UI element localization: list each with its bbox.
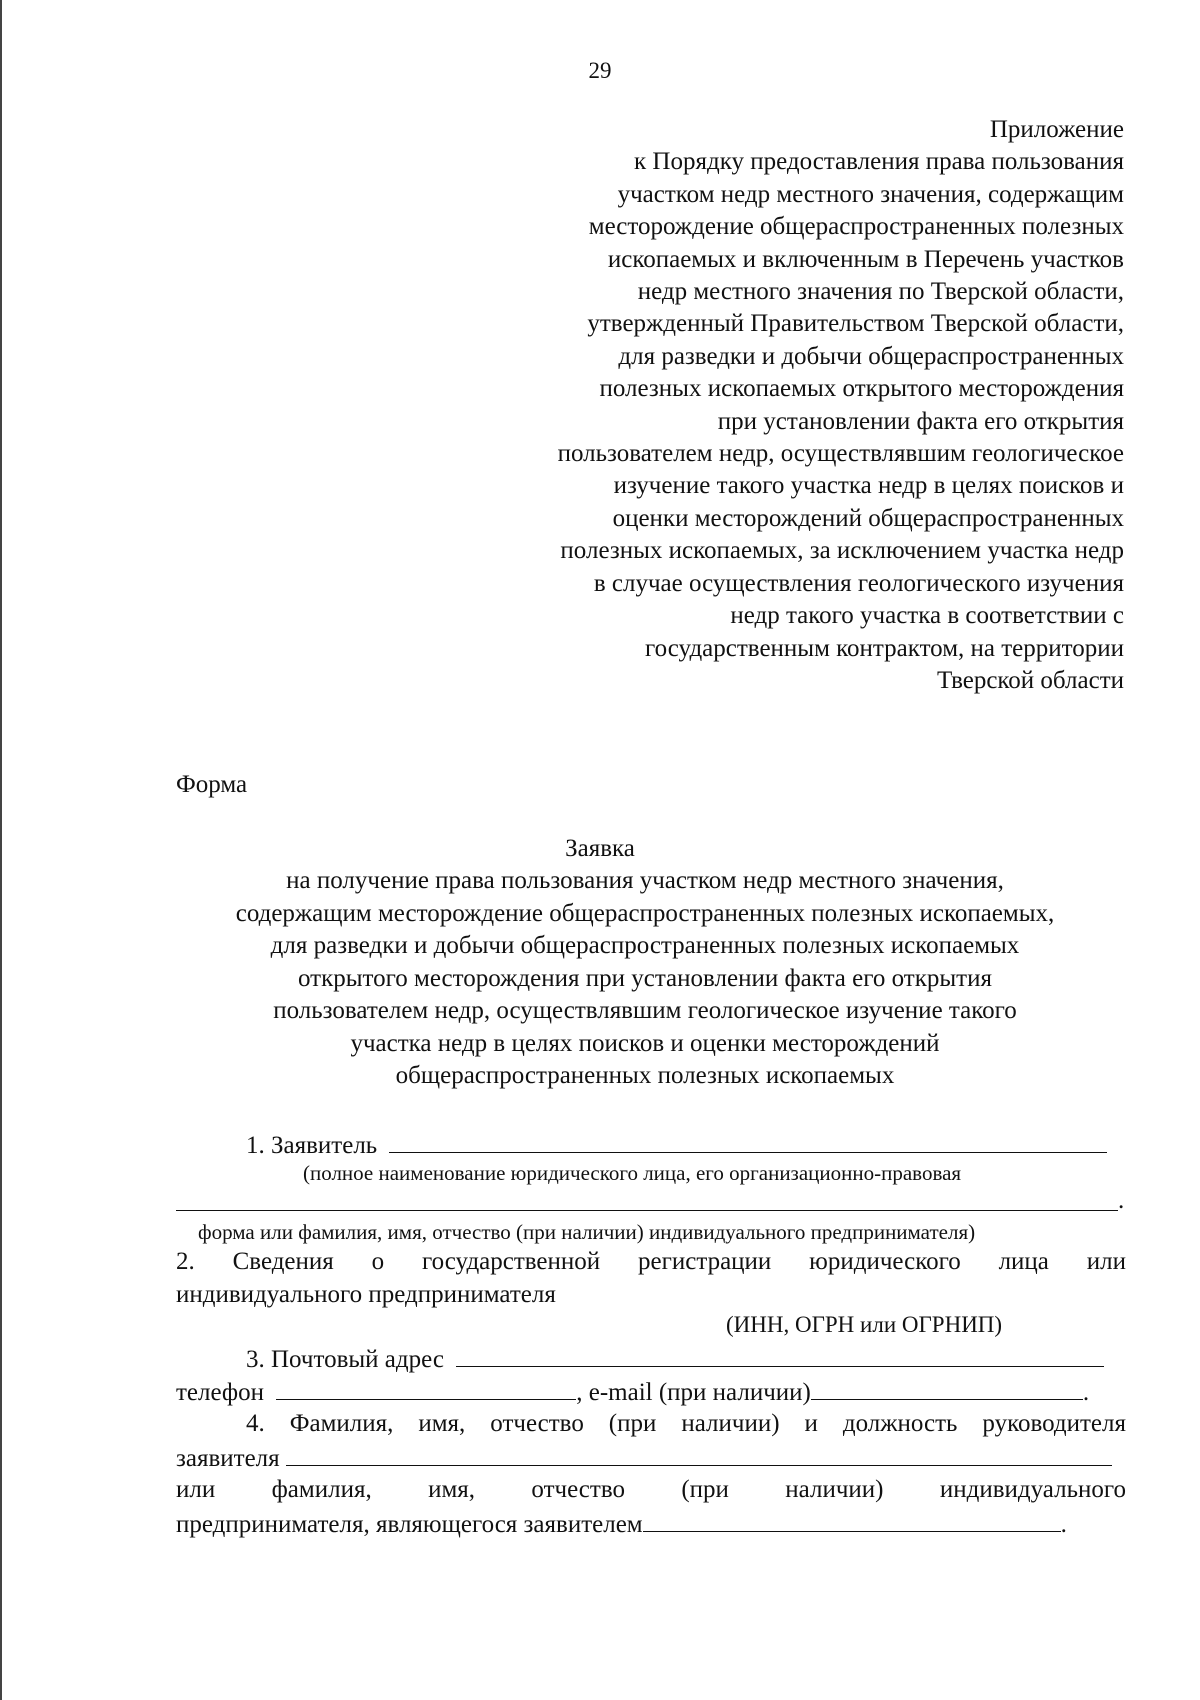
application-subtitle-line: содержащим месторождение общераспространенных полезных ископаемых, [235, 899, 1055, 927]
entrepreneur-input-line[interactable] [643, 1507, 1061, 1532]
page-number: 29 [588, 58, 612, 83]
appendix-line: полезных ископаемых, за исключением участка недр [560, 537, 1124, 565]
appendix-line: изучение такого участка недр в целях поисков и [613, 472, 1124, 500]
appendix-line: недр местного значения по Тверской области, [637, 278, 1124, 306]
entrepreneur-period: . [1060, 1511, 1067, 1538]
registration-line-2: индивидуального предпринимателя [176, 1281, 556, 1308]
applicant-input-line[interactable] [389, 1128, 1107, 1153]
appendix-block [404, 114, 1124, 697]
phone-label: телефон [176, 1379, 264, 1406]
field-phone-email [176, 1375, 1089, 1408]
email-period: . [1082, 1379, 1090, 1406]
postal-address-label: 3. Почтовый адрес [246, 1346, 444, 1373]
application-subtitle-line: открытого месторождения при установлении факта его открытия [298, 964, 992, 992]
field-applicant-label: 1. Заявитель [246, 1132, 378, 1159]
field-entrepreneur [176, 1507, 1067, 1540]
appendix-line: к Порядку предоставления права пользования [634, 148, 1124, 176]
appendix-line: оценки месторождений общераспространенных [612, 504, 1124, 532]
field-manager [176, 1441, 1112, 1474]
phone-input-line[interactable] [276, 1375, 576, 1400]
appendix-text [404, 146, 1124, 697]
appendix-line: государственным контрактом, на территории [645, 634, 1124, 662]
appendix-line: в случае осуществления геологического изучения [593, 569, 1124, 597]
manager-line-3: или фамилия, имя, отчество (при наличии) индивидуального [176, 1476, 1126, 1503]
application-subtitle-line: общераспространенных полезных ископаемых [395, 1062, 895, 1089]
manager-line-4: предпринимателя, являющегося заявителем [176, 1511, 643, 1538]
appendix-line: участком недр местного значения, содержащим [617, 180, 1124, 208]
appendix-line: месторождение общераспространенных полезных [588, 213, 1124, 241]
applicant-hint-1: (полное наименование юридического лица, его организационно-правовая [303, 1161, 962, 1185]
postal-address-input-line[interactable] [456, 1342, 1104, 1367]
appendix-line: пользователем недр, осуществлявшим геологическое [557, 440, 1124, 468]
appendix-title: Приложение [989, 116, 1124, 143]
application-subtitle-line: для разведки и добычи общераспространенных полезных ископаемых [270, 932, 1020, 959]
email-label: , e-mail (при наличии) [576, 1379, 811, 1406]
manager-input-line[interactable] [286, 1441, 1112, 1466]
appendix-line: Тверской области [937, 666, 1124, 694]
applicant-period: . [1118, 1187, 1125, 1214]
appendix-line: для разведки и добычи общераспространенных [618, 342, 1124, 370]
application-subtitle [160, 865, 1130, 1093]
application-title: Заявка [565, 835, 635, 862]
application-subtitle-line: на получение права пользования участком недр местного значения, [286, 867, 1004, 894]
field-postal-address [246, 1342, 1104, 1375]
application-subtitle-line: участка недр в целях поисков и оценки месторождений [350, 1029, 940, 1057]
appendix-line: недр такого участка в соответствии с [730, 602, 1124, 630]
manager-line-1: 4. Фамилия, имя, отчество (при наличии) и должность руководителя [246, 1410, 1126, 1437]
registration-hint: (ИНН, ОГРН или ОГРНИП) [726, 1312, 1003, 1337]
applicant-input-line-2[interactable] [176, 1210, 1118, 1211]
appendix-line: полезных ископаемых открытого месторождения [599, 375, 1124, 403]
email-input-line[interactable] [811, 1375, 1083, 1400]
appendix-line: при установлении факта его открытия [717, 407, 1124, 435]
application-subtitle-line: пользователем недр, осуществлявшим геологическое изучение такого [273, 997, 1017, 1024]
appendix-line: ископаемых и включенным в Перечень участков [607, 245, 1124, 273]
form-label: Форма [176, 771, 248, 798]
field-applicant [246, 1128, 1107, 1161]
registration-line-1: 2. Сведения о государственной регистрации юридического лица или [176, 1248, 1126, 1275]
manager-line-2: заявителя [176, 1445, 280, 1472]
appendix-line: утвержденный Правительством Тверской области, [587, 310, 1124, 338]
applicant-hint-2: форма или фамилия, имя, отчество (при наличии) индивидуального предпринимателя) [198, 1220, 976, 1244]
